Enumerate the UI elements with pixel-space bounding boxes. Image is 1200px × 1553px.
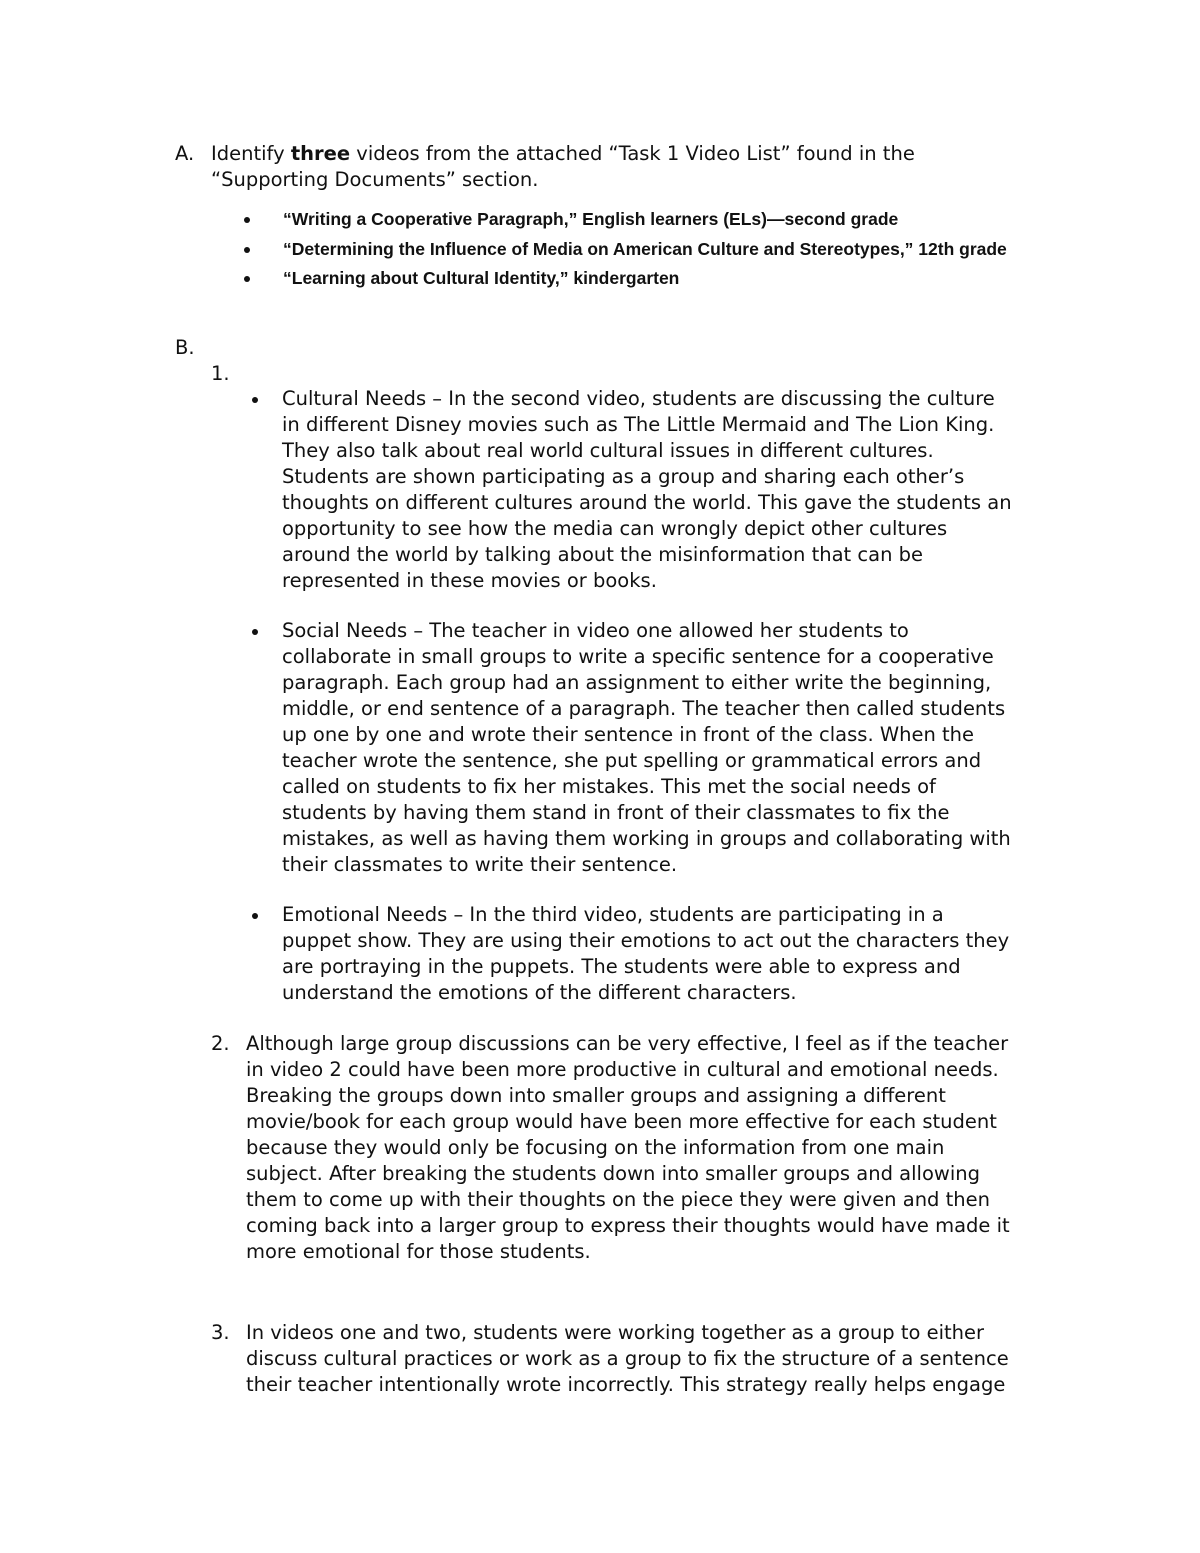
- needs-bullet-emotional: [244, 902, 1044, 1008]
- text-line: discuss cultural practices or work as a group to fix the structure of a sentence: [246, 1347, 1009, 1370]
- video-list-item: [243, 264, 1093, 294]
- section-b-item1-marker: 1.: [211, 362, 230, 385]
- text-line: Cultural Needs – In the second video, students are discussing the culture: [282, 387, 995, 410]
- needs-bullet-text: [282, 618, 1062, 878]
- text-line: thoughts on different cultures around the world. This gave the students an: [282, 491, 1012, 514]
- video-list-item-text: “Determining the Influence of Media on American Culture and Stereotypes,” 12th grade: [283, 238, 1007, 259]
- bullet-icon: [252, 397, 258, 403]
- needs-bullet-social: [244, 618, 1044, 880]
- bullet-icon: [252, 629, 258, 635]
- text-line: opportunity to see how the media can wrongly depict other cultures: [282, 517, 948, 540]
- bullet-icon: [244, 217, 250, 223]
- bullet-icon: [252, 913, 258, 919]
- section-a-marker: A.: [175, 142, 195, 165]
- section-a-text-post: videos from the attached “Task 1 Video List” found in the “Supporting Documents” section.: [211, 142, 915, 191]
- needs-bullet-text: [282, 902, 1062, 1006]
- section-a: [175, 141, 1075, 291]
- section-a-text-pre: Identify: [211, 142, 291, 165]
- video-list-item-text: “Learning about Cultural Identity,” kindergarten: [283, 268, 680, 288]
- text-line: puppet show. They are using their emotions to act out the characters they: [282, 929, 1010, 952]
- needs-bullet-text: [282, 386, 1062, 594]
- text-line: are portraying in the puppets. The students were able to express and: [282, 955, 961, 978]
- item2-text: [246, 1031, 1061, 1265]
- video-list-item: [243, 205, 1093, 235]
- item3-marker: 3.: [211, 1321, 230, 1344]
- text-line: them to come up with their thoughts on the piece they were given and then: [246, 1188, 990, 1211]
- text-line: because they would only be focusing on the information from one main: [246, 1136, 945, 1159]
- text-line: They also talk about real world cultural issues in different cultures.: [282, 439, 934, 462]
- section-b-item2: [211, 1031, 1071, 1267]
- section-b-item3: [211, 1320, 1071, 1400]
- text-line: in different Disney movies such as The Little Mermaid and The Lion King.: [282, 413, 995, 436]
- text-line: their teacher intentionally wrote incorrectly. This strategy really helps engage: [246, 1373, 1006, 1396]
- item2-marker: 2.: [211, 1032, 230, 1055]
- text-line: around the world by talking about the misinformation that can be: [282, 543, 924, 566]
- text-line: coming back into a larger group to express their thoughts would have made it: [246, 1214, 1010, 1237]
- bullet-icon: [244, 247, 250, 253]
- text-line: students by having them stand in front of their classmates to fix the: [282, 801, 950, 824]
- section-a-text-bold: three: [290, 142, 351, 165]
- text-line: middle, or end sentence of a paragraph. The teacher then called students: [282, 697, 1006, 720]
- text-line: Although large group discussions can be very effective, I feel as if the teacher: [246, 1032, 1009, 1055]
- text-line: called on students to fix her mistakes. This met the social needs of: [282, 775, 936, 798]
- text-line: In videos one and two, students were working together as a group to either: [246, 1321, 985, 1344]
- text-line: paragraph. Each group had an assignment to either write the beginning,: [282, 671, 992, 694]
- text-line: Emotional Needs – In the third video, students are participating in a: [282, 903, 944, 926]
- text-line: movie/book for each group would have been more effective for each student: [246, 1110, 997, 1133]
- text-line: mistakes, as well as having them working in groups and collaborating with: [282, 827, 1011, 850]
- section-b-marker: B.: [175, 336, 195, 359]
- text-line: subject. After breaking the students down into smaller groups and allowing: [246, 1162, 980, 1185]
- text-line: in video 2 could have been more productive in cultural and emotional needs.: [246, 1058, 999, 1081]
- text-line: represented in these movies or books.: [282, 569, 657, 592]
- video-list: [243, 205, 1093, 294]
- text-line: up one by one and wrote their sentence in front of the class. When the: [282, 723, 975, 746]
- bullet-icon: [244, 276, 250, 282]
- video-list-item: [243, 235, 1093, 265]
- text-line: more emotional for those students.: [246, 1240, 591, 1263]
- section-a-text: [211, 141, 1031, 193]
- text-line: understand the emotions of the different characters.: [282, 981, 797, 1004]
- needs-bullet-cultural: [244, 386, 1044, 596]
- text-line: Breaking the groups down into smaller groups and assigning a different: [246, 1084, 946, 1107]
- text-line: teacher wrote the sentence, she put spelling or grammatical errors and: [282, 749, 982, 772]
- text-line: their classmates to write their sentence.: [282, 853, 678, 876]
- item3-text: [246, 1320, 1061, 1398]
- text-line: collaborate in small groups to write a specific sentence for a cooperative: [282, 645, 994, 668]
- text-line: Students are shown participating as a group and sharing each other’s: [282, 465, 965, 488]
- video-list-item-text: “Writing a Cooperative Paragraph,” English learners (ELs)—second grade: [283, 209, 899, 229]
- text-line: Social Needs – The teacher in video one allowed her students to: [282, 619, 909, 642]
